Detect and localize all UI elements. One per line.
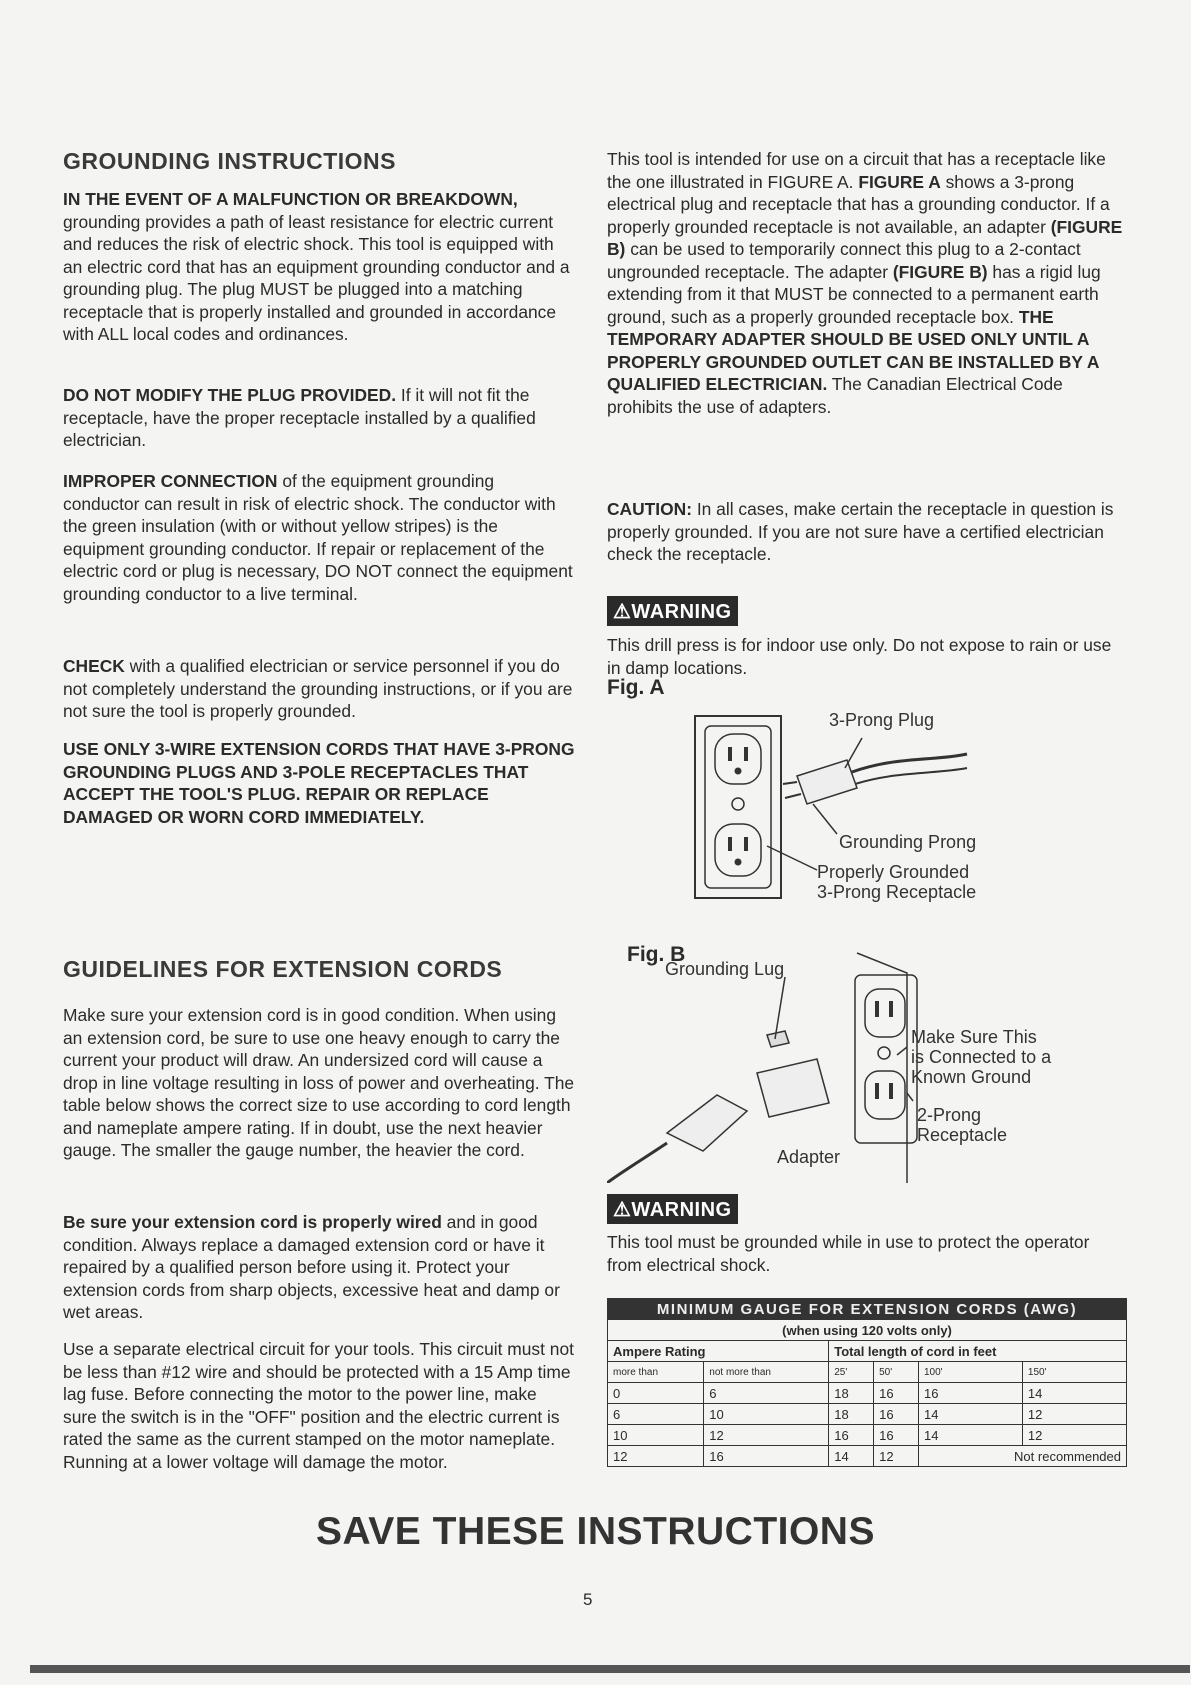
table-cell: 14 <box>919 1425 1023 1446</box>
receptacle-callout-1: Properly Grounded <box>817 862 970 882</box>
plate-screw <box>878 1047 890 1059</box>
improper-connection-paragraph <box>63 470 575 605</box>
table-cell: 14 <box>919 1404 1023 1425</box>
improper-connection-body: of the equipment grounding conductor can result in risk of electric shock. The conductor with the green insulation (with or without yellow stripes) is the equipment grounding conductor. If repair or replacement of the electric cord or plug is necessary, DO NOT connect the equipment grounding conductor to a live terminal. <box>63 471 573 604</box>
plug-leader <box>845 738 862 768</box>
improper-connection-lead: IMPROPER CONNECTION <box>63 471 278 491</box>
receptacle-paragraph <box>607 148 1127 418</box>
indoor-warning: This drill press is for indoor use only. Do not expose to rain or use in damp locations. <box>607 635 1112 678</box>
length-100: 100' <box>919 1362 1023 1383</box>
cord-plug <box>667 1095 747 1151</box>
receptacle-text-c: can be used to temporarily connect this plug to a 2-contact ungrounded receptacle. The adapter <box>607 239 1081 282</box>
wall-plate <box>695 716 781 898</box>
malfunction-body: grounding provides a path of least resistance for electric current and reduces the risk of electric shock. This tool is equipped with an electric cord that has an equipment grounding conductor and a grounding plug. The plug MUST be plugged into a matching receptacle that is properly installed and grounded in accordance with ALL local codes and ordinances. <box>63 211 570 344</box>
adapter-callout: Adapter <box>777 1147 841 1167</box>
wall-edge <box>857 953 907 1183</box>
table-cell: 16 <box>874 1425 919 1446</box>
scan-edge-bar <box>30 1665 1190 1673</box>
center-screw <box>732 798 744 810</box>
recept-callout-1: 2-Prong <box>917 1105 982 1125</box>
gauge-table-title: MINIMUM GAUGE FOR EXTENSION CORDS (AWG) <box>608 1299 1127 1320</box>
table-cell: 16 <box>919 1383 1023 1404</box>
upper-slot-left <box>728 747 732 761</box>
lower-slot-a <box>875 1083 879 1099</box>
save-instructions-heading: SAVE THESE INSTRUCTIONS <box>315 1510 875 1553</box>
cord-line <box>607 1143 667 1183</box>
caution-body: In all cases, make certain the receptacle in question is properly grounded. If you are not sure have a certified electrician check the receptacle. <box>607 499 1114 564</box>
prong-callout: Grounding Prong <box>839 832 977 852</box>
table-cell: 16 <box>874 1404 919 1425</box>
properly-wired-body: and in good condition. Always replace a damaged extension cord or have it repaired by a qualified person before using it. Protect your extension cords from sharp objects, excessive heat and damp or wet areas. <box>63 1212 560 1322</box>
table-cell: 6 <box>608 1404 704 1425</box>
check-body: with a qualified electrician or service personnel if you do not completely understand the grounding instructions, or if you are not sure the tool is properly grounded. <box>63 656 573 721</box>
upper-slot-b <box>889 1001 893 1017</box>
lower-ground-hole <box>735 859 742 866</box>
table-cell: 14 <box>1022 1383 1126 1404</box>
receptacle-text-d: has a rigid lug extending from it that MUST be connected to a permanent earth ground, such as a properly grounded receptacle box. <box>607 261 1101 327</box>
adapter-body <box>757 1059 829 1117</box>
not-more-than-header: not more than <box>704 1362 829 1383</box>
prong-leader <box>813 804 837 834</box>
table-cell: 6 <box>704 1383 829 1404</box>
figure-a-diagram <box>607 676 1127 916</box>
grounding-title: GROUNDING INSTRUCTIONS <box>63 148 396 174</box>
plug-prong-2 <box>785 794 801 798</box>
receptacle-text-b: shows a 3-prong electrical plug and receptacle that has a grounding conductor. If a properly grounded receptacle is not available, an adapter <box>607 171 1110 237</box>
lower-slot-right <box>744 837 748 851</box>
table-row <box>608 1425 1127 1446</box>
lower-outlet <box>715 824 761 876</box>
receptacle-text-e: The Canadian Electrical Code prohibits the use of adapters. <box>607 374 1063 417</box>
table-cell: 12 <box>1022 1404 1126 1425</box>
table-cell: 18 <box>829 1404 874 1425</box>
table-cell: 0 <box>608 1383 704 1404</box>
extension-cord-paragraph: Make sure your extension cord is in good condition. When using an extension cord, be sure to use one heavy enough to carry the current your product will draw. An undersized cord will cause a drop in line voltage resulting in loss of power and overheating. The table below shows the correct size to use according to cord length and nameplate ampere rating. If in doubt, use the next heavier gauge. The smaller the gauge number, the heavier the cord. <box>63 1005 575 1160</box>
malfunction-paragraph <box>63 188 575 346</box>
figure-b-diagram <box>607 943 1127 1183</box>
caution-lead: CAUTION: <box>607 499 693 519</box>
not-recommended-cell: Not recommended <box>919 1446 1127 1467</box>
two-prong-upper <box>865 989 905 1037</box>
gauge-table-wrap <box>607 1298 1127 1467</box>
plug-cord <box>852 754 967 772</box>
grounded-warning: This tool must be grounded while in use to protect the operator from electrical shock. <box>607 1232 1090 1275</box>
table-cell: 12 <box>1022 1425 1126 1446</box>
upper-slot-a <box>875 1001 879 1017</box>
receptacle-leader-b <box>907 1093 913 1101</box>
check-paragraph <box>63 655 575 723</box>
table-cell: 18 <box>829 1383 874 1404</box>
receptacle-text-a: This tool is intended for use on a circuit that has a receptacle like the one illustrated in FIGURE A. <box>607 149 1106 192</box>
table-cell: 10 <box>704 1404 829 1425</box>
table-cell: 12 <box>704 1425 829 1446</box>
table-cell: 12 <box>608 1446 704 1467</box>
malfunction-lead: IN THE EVENT OF A MALFUNCTION OR BREAKDOWN, <box>63 189 518 209</box>
properly-wired-paragraph <box>63 1211 575 1324</box>
table-row <box>608 1446 1127 1467</box>
page-number: 5 <box>583 1590 593 1609</box>
table-cell: 16 <box>829 1425 874 1446</box>
lug-callout: Grounding Lug <box>665 959 785 979</box>
figure-a <box>607 676 1127 916</box>
receptacle-callout-2: 3-Prong Receptacle <box>817 882 977 902</box>
table-cell: 12 <box>874 1446 919 1467</box>
connect-callout-2: is Connected to a <box>911 1047 1052 1067</box>
length-header: Total length of cord in feet <box>829 1341 1127 1362</box>
modify-plug-lead: DO NOT MODIFY THE PLUG PROVIDED. <box>63 385 397 405</box>
plug-cord-edge <box>855 768 967 784</box>
plug-prong-1 <box>783 782 797 784</box>
separate-circuit-paragraph: Use a separate electrical circuit for your tools. This circuit must not be less than #12 wire and should be protected with a 15 Amp time lag fuse. Before connecting the motor to the power line, make sure the switch is in the "OFF" position and the electric current is rated the same as the current stamped on the motor nameplate. Running at a lower voltage will damage the motor. <box>63 1339 574 1472</box>
warning-label-1: ⚠WARNING <box>607 596 738 626</box>
length-150: 150' <box>1022 1362 1126 1383</box>
figure-b-ref: (FIGURE B) <box>607 216 1123 259</box>
temporary-adapter-warning: THE TEMPORARY ADAPTER SHOULD BE USED ONLY UNTIL A PROPERLY GROUNDED OUTLET CAN BE INSTALLED BY A QUALIFIED ELECTRICIAN. <box>607 306 1099 394</box>
modify-plug-paragraph <box>63 384 575 452</box>
guidelines-title: GUIDELINES FOR EXTENSION CORDS <box>63 956 503 982</box>
gauge-table-subtitle: (when using 120 volts only) <box>608 1320 1127 1341</box>
upper-ground-hole <box>735 768 742 775</box>
table-cell: 10 <box>608 1425 704 1446</box>
recept-callout-2: Receptacle <box>917 1125 1008 1145</box>
table-row <box>608 1404 1127 1425</box>
plug-callout: 3-Prong Plug <box>829 710 935 730</box>
warning-label-2: ⚠WARNING <box>607 1194 738 1224</box>
table-cell: 16 <box>874 1383 919 1404</box>
lower-slot-left <box>728 837 732 851</box>
warning-badge-2 <box>607 1194 1127 1224</box>
table-cell: 14 <box>829 1446 874 1467</box>
connect-callout-3: Known Ground <box>911 1067 1032 1087</box>
figure-a-ref: FIGURE A <box>858 171 941 192</box>
three-wire-paragraph: USE ONLY 3-WIRE EXTENSION CORDS THAT HAVE 3-PRONG GROUNDING PLUGS AND 3-POLE RECEPTACLES THAT ACCEPT THE TOOL'S PLUG. REPAIR OR REPLACE DAMAGED OR WORN CORD IMMEDIATELY. <box>63 739 575 827</box>
receptacle-leader <box>767 846 817 870</box>
more-than-header: more than <box>608 1362 704 1383</box>
figure-b-label: Fig. B <box>627 943 686 966</box>
connect-callout-1: Make Sure This <box>911 1027 1037 1047</box>
check-lead: CHECK <box>63 656 125 676</box>
table-row <box>608 1383 1127 1404</box>
gauge-table <box>607 1298 1127 1467</box>
two-prong-lower <box>865 1071 905 1119</box>
length-50: 50' <box>874 1362 919 1383</box>
lower-slot-b <box>889 1083 893 1099</box>
table-cell: 16 <box>704 1446 829 1467</box>
upper-outlet <box>715 734 761 784</box>
figure-b-ref-2: (FIGURE B) <box>892 261 988 282</box>
adapter-lug <box>767 1031 789 1047</box>
modify-plug-body: If it will not fit the receptacle, have the proper receptacle installed by a qualified electrician. <box>63 385 536 450</box>
ampere-header: Ampere Rating <box>608 1341 829 1362</box>
caution-paragraph <box>607 498 1127 566</box>
length-25: 25' <box>829 1362 874 1383</box>
figure-b <box>607 943 1127 1183</box>
ground-leader <box>897 1047 907 1055</box>
lug-leader <box>775 977 785 1039</box>
plug-head <box>797 760 857 804</box>
figure-a-label: Fig. A <box>607 676 665 699</box>
warning-badge-1 <box>607 596 1127 626</box>
properly-wired-lead: Be sure your extension cord is properly wired <box>63 1212 442 1232</box>
upper-slot-right <box>744 747 748 761</box>
